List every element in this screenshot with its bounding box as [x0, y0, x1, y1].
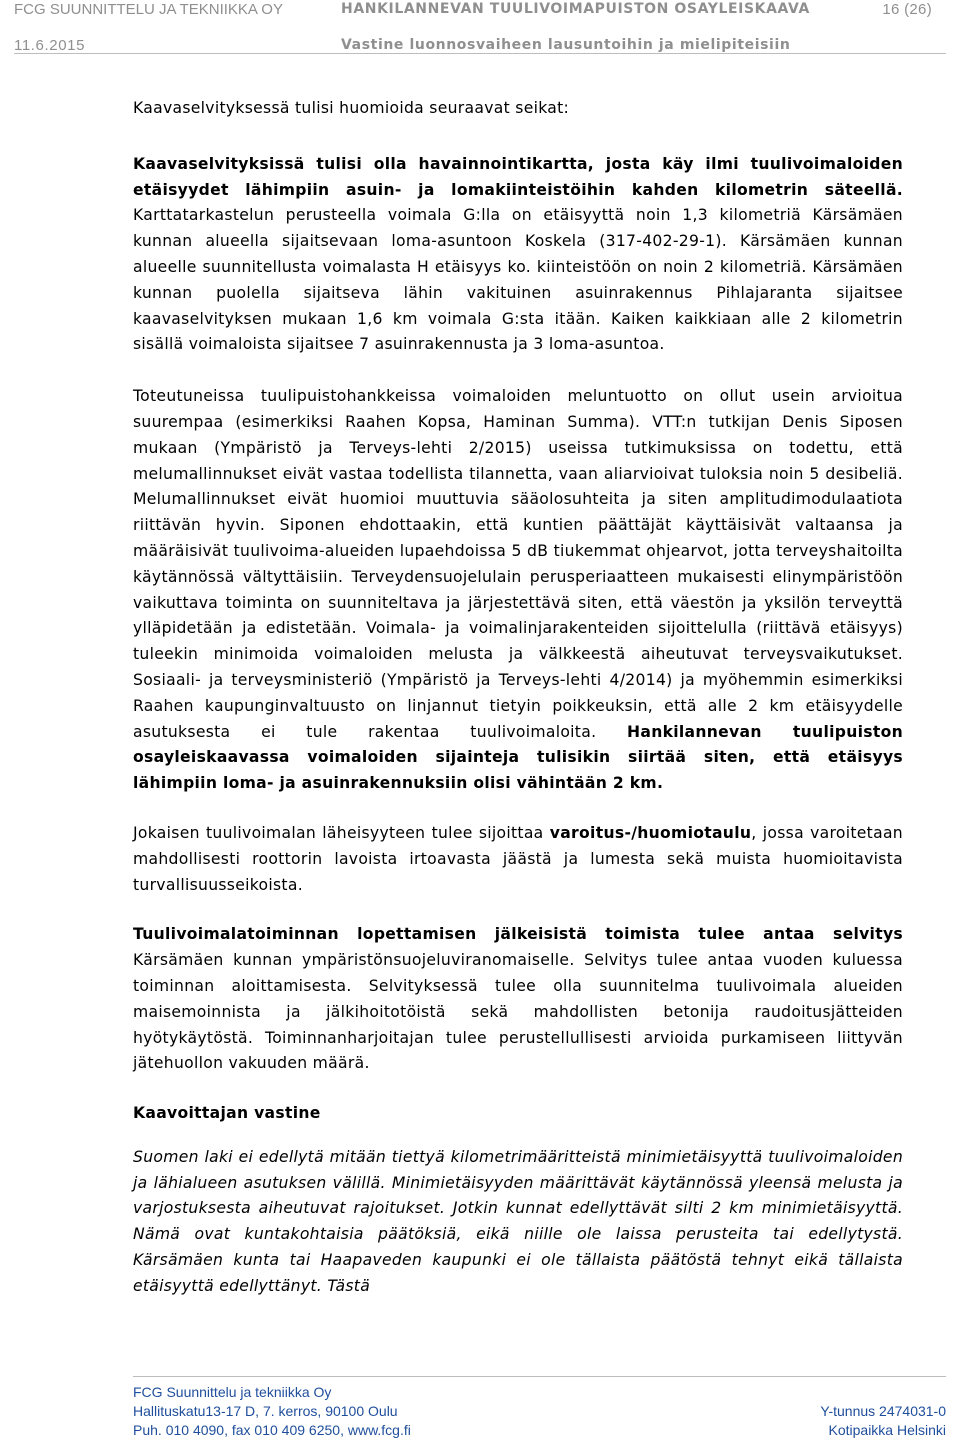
response-paragraph: Suomen laki ei edellytä mitään tiettyä kilometrimääritteistä minimietäisyyttä tuulivoimaloiden ja lähialueen asutuksen välillä. Minimietäisyyden määrittävät käytännössä yleensä melusta ja varjostuksesta aiheutuvat rajoitukset. Jotkin kunnat edellyttävät silti 2 km minimietäisyyttä. Nämä ovat kuntakohtaisia päätöksiä, eikä niille ole laissa perusteita tai edellytystä. Kärsämäen kunta tai Haapaveden kaupunki ei ole tällaista päätöstä tehnyt eikä tällaista etäisyyttä edellyttänyt. Tästä: [133, 1147, 903, 1295]
paragraph-noise-bold: Hankilannevan tuulipuiston osayleiskaavassa voimaloiden sijainteja tulisikin siirtää siten, että etäisyys lähimpiin loma- ja asuinrakennuksiin olisi vähintään 2 km.: [133, 722, 903, 793]
page-header: [14, 0, 946, 54]
header-page-number: 16 (26): [882, 1, 932, 18]
paragraph-warning-sign-a: Jokaisen tuulivoimalan läheisyyteen tulee sijoittaa: [133, 823, 550, 842]
paragraph-decommissioning-bold: Tuulivoimalatoiminnan lopettamisen jälkeisistä toimista tulee antaa selvitys: [133, 925, 903, 944]
paragraph-decommissioning: [133, 922, 903, 1077]
footer-company: FCG Suunnittelu ja tekniikka Oy: [133, 1384, 332, 1400]
paragraph-distances: [133, 152, 903, 358]
header-subtitle: Vastine luonnosvaiheen lausuntoihin ja mielipiteisiin: [341, 37, 791, 53]
intro-paragraph: Kaavaselvityksessä tulisi huomioida seuraavat seikat:: [133, 99, 570, 117]
footer-domicile: Kotipaikka Helsinki: [828, 1422, 946, 1438]
paragraph-decommissioning-text: Kärsämäen kunnan ympäristönsuojeluviranomaiselle. Selvitys tulee antaa vuoden kuluessa toiminnan aloittamisesta. Selvityksessä tulee olla suunnitelma tuulivoimala alueiden maisemoinnista ja jälkihoitotöistä sekä mahdollisten betonija raudoitusjätteiden hyötykäytöstä. Toiminnanharjoitajan tulee perustellullisesti arvioida purkamiseen liittyvän jätehuollon vakuuden määrä.: [133, 951, 903, 1073]
footer-business-id: Y-tunnus 2474031-0: [820, 1403, 946, 1419]
document-body: [133, 96, 903, 1300]
paragraph-warning-sign-b: , jossa varoitetaan mahdollisesti roottorin lavoista irtoavasta jäästä ja lumesta sekä muista huomioitavista turvallisuusseikoista.: [133, 823, 903, 894]
paragraph-distances-text: Karttatarkastelun perusteella voimala G:lla on etäisyyttä noin 1,3 kilometriä Kärsämäen kunnan alueella sijaitsevaan loma-asuntoon Koskela (317-402-29-1). Kärsämäen kunnan alueelle suunnitellusta voimalasta H etäisyys ko. kiinteistöön on noin 2 kilometriä. Kärsämäen kunnan puolella sijaitseva lähin vakituinen asuinrakennus Pihlajaranta sijaitsee kaavaselvityksen mukaan 1,6 km voimala G:sta itään. Kaiken kaikkiaan alle 2 kilometrin sisällä voimaloista sijaitsee 7 asuinrakennusta ja 3 loma-asuntoa.: [133, 206, 903, 354]
footer-divider: [133, 1376, 946, 1377]
footer-right: [820, 1402, 946, 1440]
footer-address: Hallituskatu13-17 D, 7. kerros, 90100 Oulu: [133, 1403, 398, 1419]
header-project-title: HANKILANNEVAN TUULIVOIMAPUISTON OSAYLEISKAAVA: [341, 1, 810, 17]
paragraph-noise: [133, 384, 903, 797]
response-heading: Kaavoittajan vastine: [133, 1104, 321, 1123]
footer-contact: Puh. 010 4090, fax 010 409 6250, www.fcg.fi: [133, 1422, 411, 1438]
paragraph-warning-sign-bold: varoitus-/huomiotaulu: [549, 823, 752, 842]
footer-left: [133, 1383, 411, 1440]
paragraph-noise-text: Toteutuneissa tuulipuistohankkeissa voimaloiden meluntuotto on ollut usein arvioitua suurempaa (esimerkiksi Raahen Kopsa, Haminan Summa). VTT:n tutkijan Denis Siposen mukaan (Ympäristö ja Terveys-lehti 2/2015) useissa tutkimuksissa on todettu, että melumallinnukset eivät vastaa todellista tilannetta, vaan aliarvioivat tuloksia noin 5 desibeliä. Melumallinnukset eivät huomioi muuttuvia sääolosuhteita ja siten amplitudimodulaatiota riittävän hyvin. Siponen ehdottaakin, että kuntien päättäjät käyttäisivät valtaansa ja määräisivät tuulivoima-alueiden lupaehdoissa 5 dB tiukemmat ohjearvot, jotta terveyshaitoilta käytännössä vältyttäisiin. Terveydensuojelulain perusperiaatteen mukaisesti elinympäristöön vaikuttava toiminta on suunniteltava ja järjestettävä siten, että väestön ja yksilön terveyttä ylläpidetään ja edistetään. Voimala- ja voimalinjarakenteiden sijoittelulla (riittävä etäisyys) tuleekin minimoida voimaloiden melusta ja välkkeestä aiheutuvat terveysvaikutukset. Sosiaali- ja terveysministeriö (Ympäristö ja Terveys-lehti 4/2014) ja myöhemmin esimerkiksi Raahen kaupunginvaltuusto on linjannut tietyin poikkeuksin, että alle 2 km etäisyydelle asutuksesta ei tule rakentaa tuulivoimaloita.: [133, 387, 903, 741]
header-date: 11.6.2015: [14, 37, 86, 54]
header-company: FCG SUUNNITTELU JA TEKNIIKKA OY: [14, 1, 283, 18]
paragraph-warning-sign: [133, 821, 903, 898]
paragraph-distances-bold: Kaavaselvityksissä tulisi olla havainnointikartta, josta käy ilmi tuulivoimaloiden etäisyydet lähimpiin asuin- ja lomakiinteistöihin kahden kilometrin säteellä.: [133, 154, 903, 199]
header-divider: [14, 53, 946, 54]
